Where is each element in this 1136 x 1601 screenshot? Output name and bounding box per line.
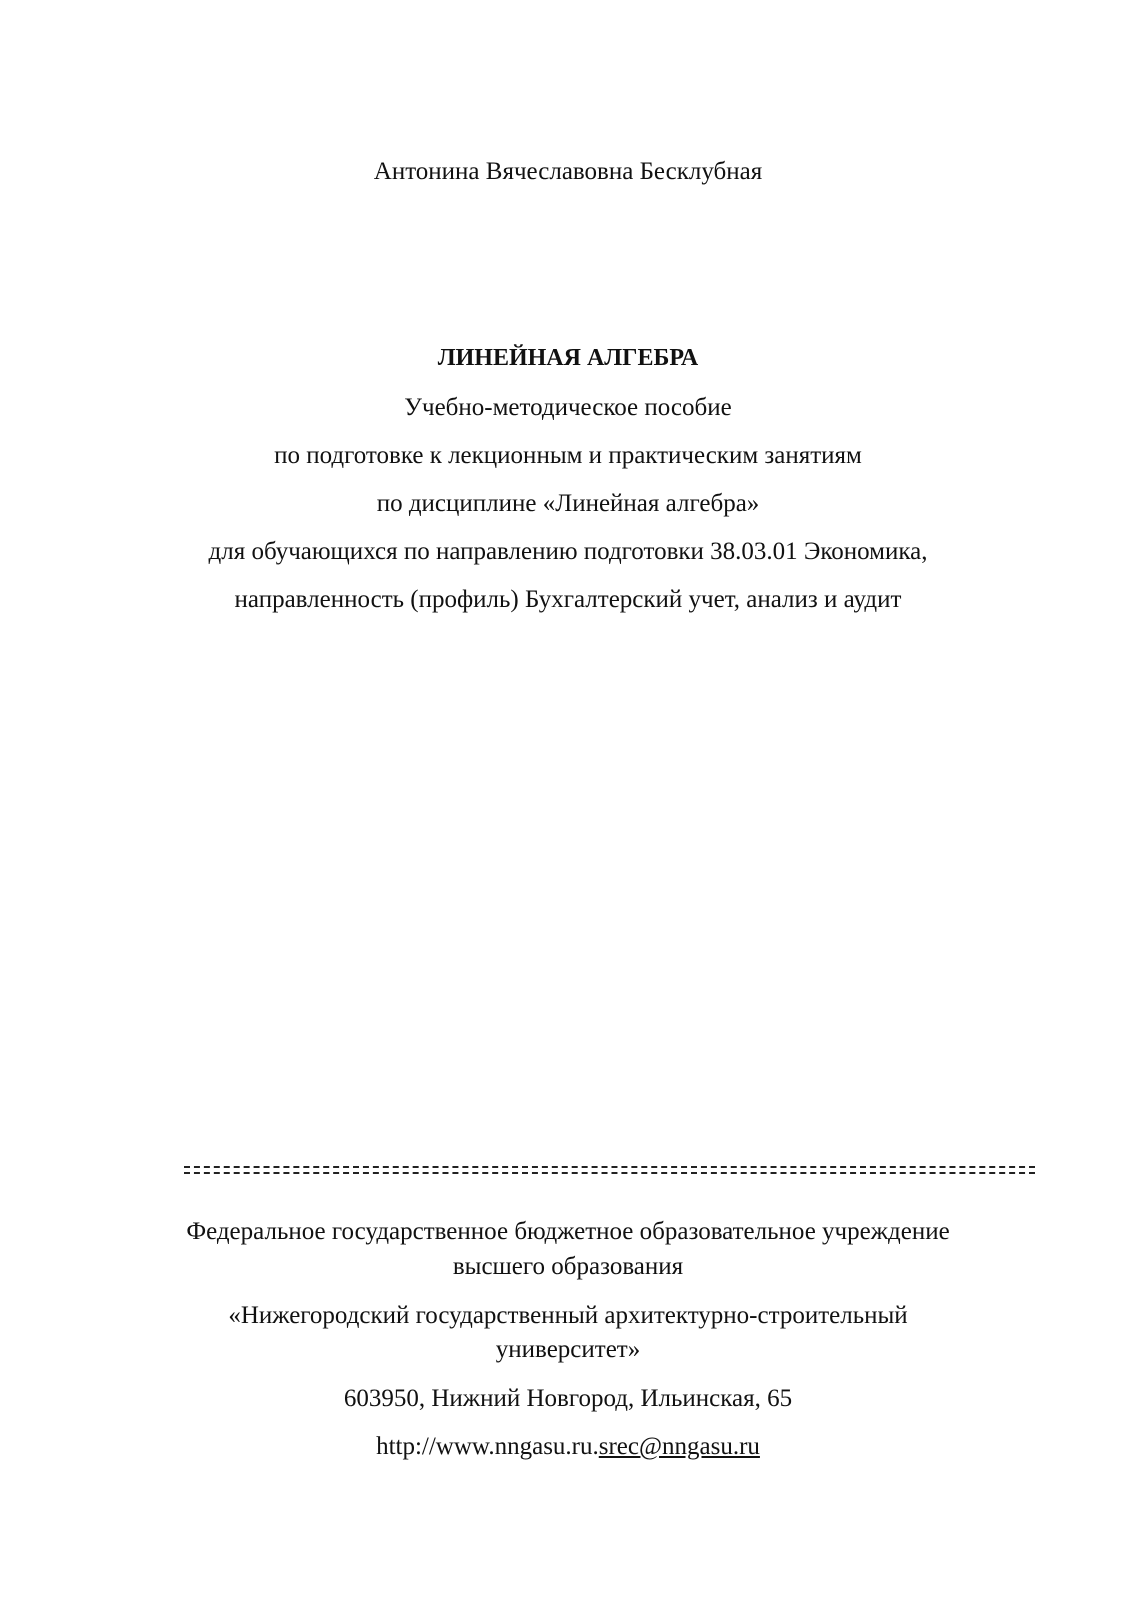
- author-name: Антонина Вячеславовна Бесклубная: [373, 158, 763, 185]
- publisher-line-2: высшего образования: [452, 1253, 684, 1280]
- subtitle-line-5: направленность (профиль) Бухгалтерский учет, анализ и аудит: [234, 586, 902, 613]
- subtitle-line-4: для обучающихся по направлению подготовки 38.03.01 Экономика,: [208, 538, 928, 565]
- publisher-line-3: «Нижегородский государственный архитектурно-строительный: [228, 1302, 908, 1329]
- publisher-email-link[interactable]: srec@nngasu.ru: [598, 1433, 760, 1460]
- publisher-contact: [0, 1432, 1136, 1462]
- document-title: ЛИНЕЙНАЯ АЛГЕБРА: [437, 345, 699, 371]
- subtitle-line-2: по подготовке к лекционным и практическим занятиям: [274, 442, 862, 469]
- publisher-divider: [184, 1166, 1035, 1174]
- subtitle-line-1: Учебно-методическое пособие: [404, 394, 732, 421]
- publisher-address: 603950, Нижний Новгород, Ильинская, 65: [343, 1385, 793, 1412]
- subtitle-line-3: по дисциплине «Линейная алгебра»: [376, 490, 760, 517]
- publisher-website: http://www.nngasu.ru.: [376, 1433, 599, 1460]
- publisher-line-1: Федеральное государственное бюджетное образовательное учреждение: [186, 1218, 950, 1245]
- publisher-line-4: университет»: [495, 1336, 641, 1363]
